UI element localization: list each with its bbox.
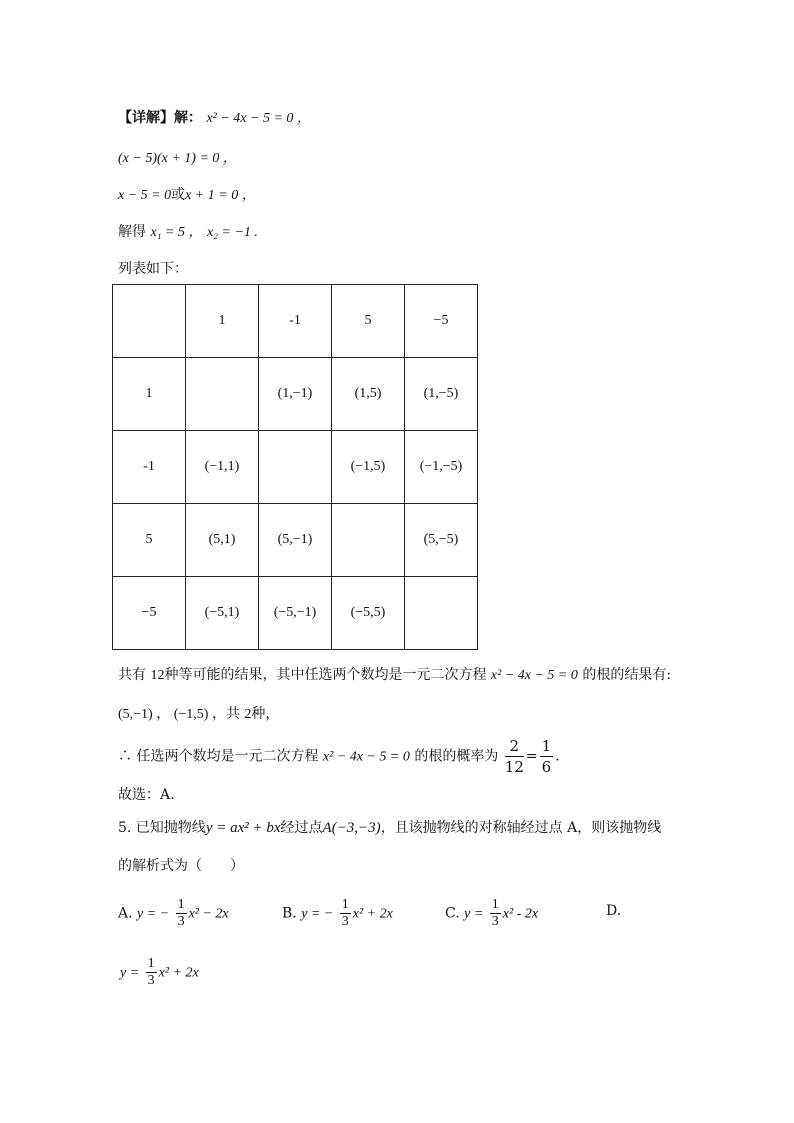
option-a[interactable]	[118, 897, 229, 930]
text: 种等可能的结果，其中任选两个数均是一元二次方程	[164, 667, 487, 683]
table-cell	[405, 577, 478, 650]
answer-line: 故选：A.	[118, 787, 175, 803]
numerator: 2	[505, 736, 524, 757]
table-cell: (5,−1)	[259, 504, 332, 577]
equation: x² − 4x − 5 = 0	[490, 668, 578, 683]
text: ，且该抛物线的对称轴经过点 A，则该抛物线	[380, 820, 662, 836]
result-pairs: (5,−1) ， (−1,5) ，共	[118, 707, 240, 722]
table-cell: (−5,1)	[186, 577, 259, 650]
row-header: 5	[113, 504, 186, 577]
table-row	[113, 504, 478, 577]
solution-line-1	[118, 108, 311, 129]
solution-line-3	[118, 185, 256, 206]
conclusion-line-2	[118, 704, 279, 725]
numerator: 1	[341, 897, 349, 912]
table-row	[113, 358, 478, 431]
option-lhs: y = −	[301, 906, 334, 922]
text: 的根的概率为	[414, 748, 499, 765]
option-rhs: x² + 2x	[352, 906, 393, 922]
denominator: 3	[491, 914, 499, 929]
row-header: −5	[113, 577, 186, 650]
point-a: A(−3,−3)	[322, 820, 381, 836]
fraction-2-12	[505, 736, 524, 777]
root-1: x₁ = 5 ，	[150, 225, 203, 240]
count: 12	[150, 668, 165, 683]
option-rhs: x² − 2x	[188, 906, 229, 922]
table-cell	[332, 504, 405, 577]
option-label: D.	[606, 903, 622, 919]
probability-line	[118, 736, 560, 778]
text: 任选两个数均是一元二次方程	[136, 748, 319, 765]
fraction-1-6	[540, 736, 554, 777]
table-cell: (−5,−1)	[259, 577, 332, 650]
outcome-table	[112, 284, 478, 650]
period: .	[555, 748, 560, 765]
therefore-symbol: ∴	[118, 748, 132, 765]
row-header: -1	[113, 431, 186, 504]
option-label: B.	[282, 905, 297, 922]
text: 已知抛物线	[135, 820, 206, 836]
numerator: 1	[147, 956, 155, 971]
root-2: x₂ = −1 .	[206, 225, 258, 240]
table-cell: (1,5)	[332, 358, 405, 431]
header-cell: −5	[405, 285, 478, 358]
option-d-expression[interactable]	[120, 956, 199, 989]
table-cell: (−1,1)	[186, 431, 259, 504]
table-row	[113, 577, 478, 650]
factor-eq-1: x − 5 = 0	[118, 188, 172, 203]
question-5-line-2: 的解析式为（ ）	[118, 858, 244, 874]
table-cell: (−5,5)	[332, 577, 405, 650]
text: 经过点	[280, 820, 323, 836]
denominator: 12	[504, 758, 524, 776]
question-number: 5.	[118, 820, 132, 836]
table-cell: (−1,5)	[332, 431, 405, 504]
denominator: 3	[177, 914, 185, 929]
option-lhs: y =	[464, 906, 484, 922]
factored-equation: (x − 5)(x + 1) = 0 ，	[118, 151, 237, 166]
header-cell: -1	[259, 285, 332, 358]
option-rhs: x² - 2x	[502, 906, 539, 922]
text: 种，	[251, 706, 280, 722]
roots-prefix: 解得	[118, 224, 146, 240]
option-label: A.	[118, 905, 133, 922]
table-header-row	[113, 285, 478, 358]
header-cell: 5	[332, 285, 405, 358]
solution-heading: 【详解】解：	[118, 110, 202, 126]
table-intro: 列表如下：	[118, 261, 188, 277]
question-5-line-1	[118, 818, 661, 838]
numerator: 1	[541, 737, 552, 755]
option-lhs: y =	[120, 965, 140, 981]
table-cell: (5,−5)	[405, 504, 478, 577]
text: 共有	[118, 667, 146, 683]
option-d[interactable]	[606, 897, 621, 925]
count: 2	[244, 707, 252, 722]
fraction-one-third	[490, 897, 501, 930]
option-lhs: y = −	[137, 906, 170, 922]
table-cell: (−1,−5)	[405, 431, 478, 504]
table-cell	[186, 358, 259, 431]
equals-sign: =	[525, 748, 538, 765]
option-label: C.	[445, 905, 460, 922]
factor-eq-2: x + 1 = 0 ，	[185, 188, 256, 203]
header-cell: 1	[186, 285, 259, 358]
conclusion-line-1	[118, 665, 671, 686]
table-cell: (1,−1)	[259, 358, 332, 431]
fraction-one-third	[146, 956, 157, 989]
equation: x² − 4x − 5 = 0	[322, 749, 410, 765]
option-c[interactable]	[445, 897, 538, 930]
fraction-one-third	[176, 897, 187, 930]
equation: x² − 4x − 5 = 0 ，	[206, 111, 311, 126]
table-row	[113, 431, 478, 504]
table-cell	[259, 431, 332, 504]
denominator: 3	[341, 914, 349, 929]
text: 的根的结果有:	[582, 667, 672, 683]
numerator: 1	[177, 897, 185, 912]
roots-line	[118, 222, 258, 243]
denominator: 3	[147, 973, 155, 988]
fraction-one-third	[340, 897, 351, 930]
denominator: 6	[541, 758, 552, 776]
table-corner	[113, 285, 186, 358]
table-cell: (5,1)	[186, 504, 259, 577]
parabola-equation: y = ax² + bx	[205, 820, 281, 836]
row-header: 1	[113, 358, 186, 431]
or-word: 或	[171, 187, 186, 203]
option-rhs: x² + 2x	[158, 965, 199, 981]
table-cell: (1,−5)	[405, 358, 478, 431]
numerator: 1	[491, 897, 499, 912]
option-b[interactable]	[282, 897, 393, 930]
